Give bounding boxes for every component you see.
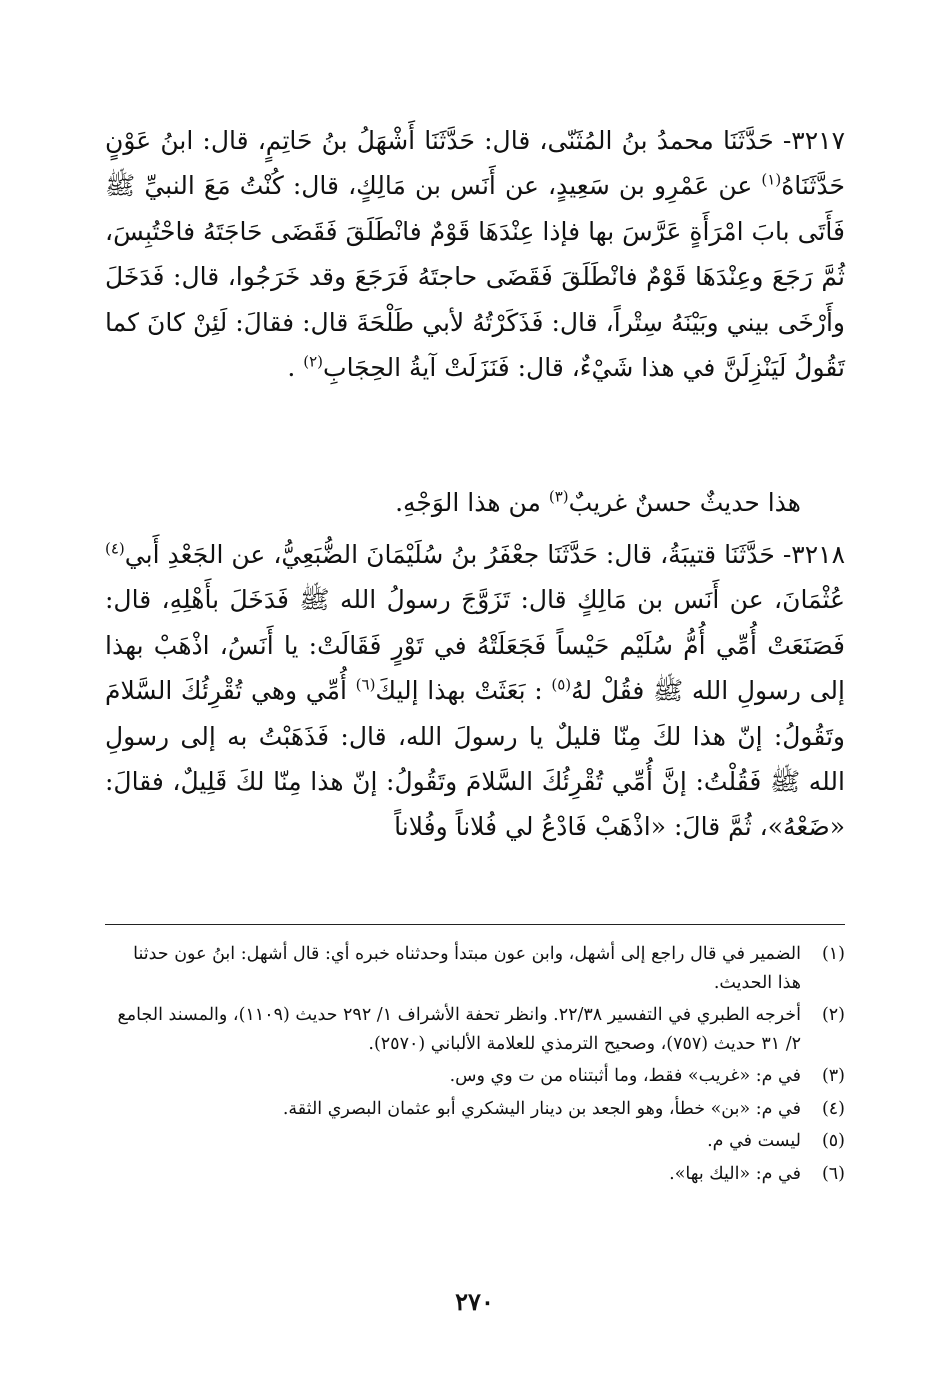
footnote-marker-5: (٥) — [551, 675, 572, 694]
hadith-3218-part-1: ٣٢١٨- حَدَّثَنَا قتيبَةُ، قال: حَدَّثَنَا جعْفَرُ بنُ سُلَيْمَانَ الضُّبَعِيُّ، عن الجَعْدِ أَبي — [124, 540, 845, 569]
footnote-text: الضمير في قال راجع إلى أشهل، وابن عون مبتدأ وحدثناه خبره أي: قال أشهل: ابنُ عون حدثنا هذا الحديث. — [133, 944, 801, 993]
hadith-paragraph-3217 — [105, 118, 845, 480]
footnote-number: (٢) — [821, 1005, 845, 1025]
footnote-1 — [105, 940, 845, 997]
footnote-marker-1: (١) — [761, 171, 782, 190]
hadith-3218-part-3: : بَعَثَتْ بهذا إليكَ — [375, 676, 543, 706]
page-number: ٢٧٠ — [455, 1287, 494, 1316]
footnote-number: (١) — [821, 944, 845, 964]
verdict-line — [105, 480, 845, 532]
verdict-text: هذا حديثٌ حسنٌ غريبٌ — [568, 488, 801, 517]
footnote-divider — [105, 924, 845, 925]
hadith-3217-text-continued: عن عَمْرِو بن سَعِيدٍ، عن أَنَس بن مَالِكٍ، قال: كُنْتُ مَعَ النبيِّ ﷺ فَأَتَى بابَ امْرَأَةٍ عَرَّسَ بها فإذا عِنْدَهَا قَوْمٌ فانْطَلَقَ فَقَضَى حَاجَتَهُ فاحْتُبِسَ، ثُمَّ رَجَعَ وعِنْدَهَا قَوْمٌ فانْطَلَقَ فَقَضَى حاجتَهُ فَرَجَعَ وقد خَرَجُوا، قال: فَدَخَلَ وأَرْخَى بيني وبَيْنَهُ سِتْراً، قال: فَذَكَرْتُهُ لأبي طَلْحَةَ قال: فقالَ: لَئِنْ كانَ كما تَقُولُ لَيَنْزِلَنَّ في هذا شَيْءٌ، قال: فَنَزَلَتْ آيةُ الحِجَابِ — [105, 171, 845, 383]
footnotes — [105, 940, 845, 1192]
footnote-marker-3: (٣) — [548, 487, 569, 506]
main-text — [105, 118, 845, 850]
footnote-marker-2: (٢) — [303, 352, 324, 371]
footnote-number: (٣) — [821, 1066, 845, 1086]
footnote-marker-4: (٤) — [105, 539, 125, 558]
hadith-3218-part-4: أُمِّي وهي تُقْرِئُكَ السَّلامَ وتَقُولُ: إنّ هذا لكَ مِنّا قليلٌ يا رسولَ الله، قال: فَذَهَبْتُ به إلى رسولِ الله ﷺ فَقُلْتُ: إنَّ أُمِّي تُقْرِئُكَ السَّلامَ وتَقُولُ: إنّ هذا مِنّا لكَ قَلِيلٌ، فقالَ: «ضَعْهُ»، ثُمَّ قالَ: «اذْهَبْ فَادْعُ لي فُلاناً وفُلاناً — [105, 676, 845, 842]
footnote-3 — [105, 1062, 845, 1091]
footnote-marker-6: (٦) — [355, 675, 376, 694]
footnote-number: (٥) — [821, 1131, 845, 1151]
verdict-text-continued: من هذا الوَجْهِ. — [395, 488, 541, 517]
footnote-text: ليست في م. — [707, 1131, 801, 1151]
hadith-3218-part-2: عُثْمَانَ، عن أَنَس بن مَالِكٍ قال: تَزَوَّجَ رسولُ الله ﷺ فَدَخَلَ بأَهْلِهِ، قال: فَصَنَعَتْ أُمِّي أُمُّ سُلَيْم حَيْساً فَجَعَلَتْهُ في تَوْرٍ فَقَالَتْ: يا أَنَسُ، اذْهَبْ بهذا إلى رسولِ الله ﷺ فقُلْ لهُ — [105, 585, 845, 706]
footnote-number: (٦) — [821, 1163, 845, 1184]
footnote-number: (٤) — [821, 1098, 845, 1119]
footnote-text: في م: «بن» خطأ، وهو الجعد بن دينار اليشكري أبو عثمان البصري الثقة. — [282, 1098, 801, 1119]
footnote-6 — [105, 1160, 845, 1189]
hadith-3217-end: . — [287, 353, 296, 383]
footnote-4 — [105, 1095, 845, 1124]
footnote-text: في م: «اليك بها». — [669, 1163, 801, 1184]
footnote-5 — [105, 1127, 845, 1156]
footnote-text: في م: «غريب» فقط، وما أثبتناه من ت وي وس. — [449, 1066, 801, 1086]
footnote-2 — [105, 1001, 845, 1058]
hadith-3217-text: ٣٢١٧- حَدَّثَنَا محمدُ بنُ المُثَنّى، قال: حَدَّثَنَا أَشْهَلُ بنُ حَاتِمٍ، قال: ابنُ عَوْنٍ حَدَّثَنَاهُ — [105, 126, 845, 201]
footnote-text: أخرجه الطبري في التفسير ٢٢/٣٨. وانظر تحفة الأشراف ١/ ٢٩٢ حديث (١١٠٩)، والمسند الجامع ٢/ ٣١ حديث (٧٥٧)، وصحيح الترمذي للعلامة الألباني (٢٥٧٠). — [117, 1005, 801, 1054]
hadith-paragraph-3218 — [105, 532, 845, 850]
